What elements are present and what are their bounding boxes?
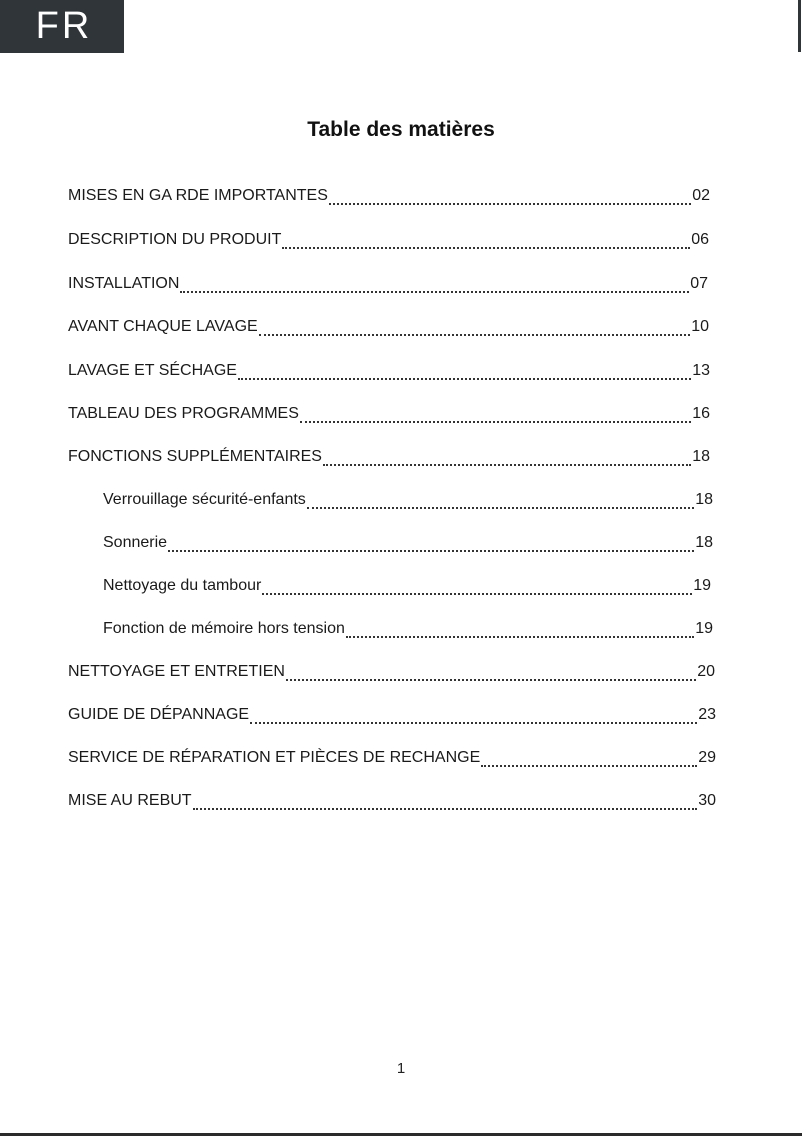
toc-entry-tableau-programmes[interactable]	[68, 405, 710, 429]
dot-leader	[307, 507, 694, 509]
toc-entry-page: 30	[698, 792, 716, 809]
toc-entry-guide-depannage[interactable]	[68, 706, 716, 730]
toc-entry-label: MISE AU REBUT	[68, 792, 192, 809]
dot-leader	[481, 765, 697, 767]
dot-leader	[286, 679, 696, 681]
toc-entry-page: 16	[692, 405, 710, 422]
toc-entry-page: 07	[690, 275, 708, 292]
toc-entry-page: 18	[692, 448, 710, 465]
dot-leader	[329, 203, 691, 205]
dot-leader	[168, 550, 694, 552]
toc-entry-page: 23	[698, 706, 716, 723]
toc-entry-label: FONCTIONS SUPPLÉMENTAIRES	[68, 448, 322, 465]
toc-entry-fonctions-supplementaires[interactable]	[68, 448, 710, 472]
toc-entry-nettoyage-tambour[interactable]	[103, 577, 711, 601]
toc-entry-page: 13	[692, 362, 710, 379]
dot-leader	[259, 334, 691, 336]
toc-entry-mises-en-garde[interactable]	[68, 187, 710, 211]
toc-entry-avant-chaque-lavage[interactable]	[68, 318, 709, 342]
toc-entry-label: Fonction de mémoire hors tension	[103, 620, 345, 637]
toc-entry-service-reparation[interactable]	[68, 749, 716, 773]
page-title: Table des matières	[307, 118, 495, 141]
toc-entry-sonnerie[interactable]	[103, 534, 713, 558]
dot-leader	[262, 593, 692, 595]
dot-leader	[193, 808, 698, 810]
toc-entry-verrouillage-securite-enfants[interactable]	[103, 491, 713, 515]
toc-entry-label: TABLEAU DES PROGRAMMES	[68, 405, 299, 422]
toc-entry-label: LAVAGE ET SÉCHAGE	[68, 362, 237, 379]
toc-entry-page: 02	[692, 187, 710, 204]
toc-entry-page: 06	[691, 231, 709, 248]
toc-entry-nettoyage-entretien[interactable]	[68, 663, 715, 687]
language-badge	[0, 0, 124, 53]
toc-entry-label: Nettoyage du tambour	[103, 577, 262, 594]
toc-entry-lavage-sechage[interactable]	[68, 362, 710, 386]
toc-entry-page: 20	[697, 663, 715, 680]
toc-entry-page: 18	[695, 491, 713, 508]
toc-entry-label: INSTALLATION	[68, 275, 180, 292]
language-badge-label: FR	[35, 5, 93, 47]
toc-entry-label: AVANT CHAQUE LAVAGE	[68, 318, 258, 335]
toc-entry-label: Sonnerie	[103, 534, 168, 551]
toc-entry-page: 19	[695, 620, 713, 637]
toc-entry-page: 19	[693, 577, 711, 594]
toc-entry-memoire-hors-tension[interactable]	[103, 620, 713, 644]
edge-marker-bar	[798, 0, 801, 52]
dot-leader	[238, 378, 691, 380]
dot-leader	[180, 291, 689, 293]
dot-leader	[300, 421, 691, 423]
toc-entry-label: SERVICE DE RÉPARATION ET PIÈCES DE RECHANGE	[68, 749, 481, 766]
dot-leader	[250, 722, 697, 724]
toc-entry-label: MISES EN GA RDE IMPORTANTES	[68, 187, 328, 204]
toc-entry-mise-au-rebut[interactable]	[68, 792, 716, 816]
page-number: 1	[396, 1060, 406, 1077]
toc-entry-page: 10	[691, 318, 709, 335]
toc-entry-label: NETTOYAGE ET ENTRETIEN	[68, 663, 285, 680]
toc-entry-label: GUIDE DE DÉPANNAGE	[68, 706, 250, 723]
toc-entry-description-produit[interactable]	[68, 231, 709, 255]
toc-entry-label: DESCRIPTION DU PRODUIT	[68, 231, 282, 248]
toc-entry-installation[interactable]	[68, 275, 708, 299]
dot-leader	[282, 247, 690, 249]
dot-leader	[323, 464, 691, 466]
toc-entry-label: Verrouillage sécurité-enfants	[103, 491, 306, 508]
dot-leader	[346, 636, 694, 638]
toc-entry-page: 18	[695, 534, 713, 551]
toc-entry-page: 29	[698, 749, 716, 766]
